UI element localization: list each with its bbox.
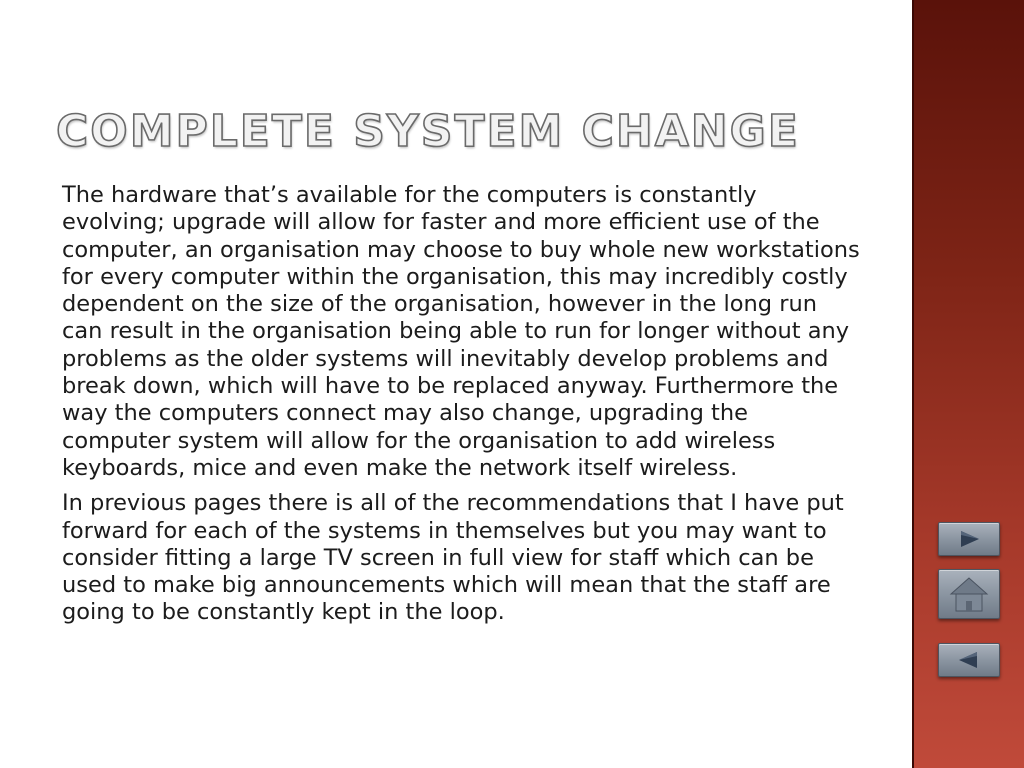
home-icon: [939, 570, 999, 618]
home-button[interactable]: [938, 569, 1000, 619]
next-slide-button[interactable]: [938, 522, 1000, 556]
body-paragraph-1: The hardware that’s available for the computers is constantly evolving; upgrade will allow for faster and more efficient use of the computer, an organisation may choose to buy whole new workstations for every computer within the organisation, this may incredibly costly dependent on the size of the organisation, however in the long run can result in the organisation being able to run for longer without any problems as the older systems will inevitably develop problems and break down, which will have to be replaced anyway. Furthermore the way the computers connect may also change, upgrading the computer system will allow for the organisation to add wireless keyboards, mice and even make the network itself wireless.: [62, 182, 860, 481]
play-left-icon: [939, 644, 999, 676]
slide-body: [62, 182, 862, 635]
slide-title: COMPLETE SYSTEM CHANGE: [56, 106, 800, 157]
body-paragraph-2: In previous pages there is all of the recommendations that I have put forward for each of the systems in themselves but you may want to consider fitting a large TV screen in full view for staff which can be used to make big announcements which will mean that the staff are going to be constantly kept in the loop.: [62, 490, 844, 626]
play-right-icon: [939, 523, 999, 555]
previous-slide-button[interactable]: [938, 643, 1000, 677]
